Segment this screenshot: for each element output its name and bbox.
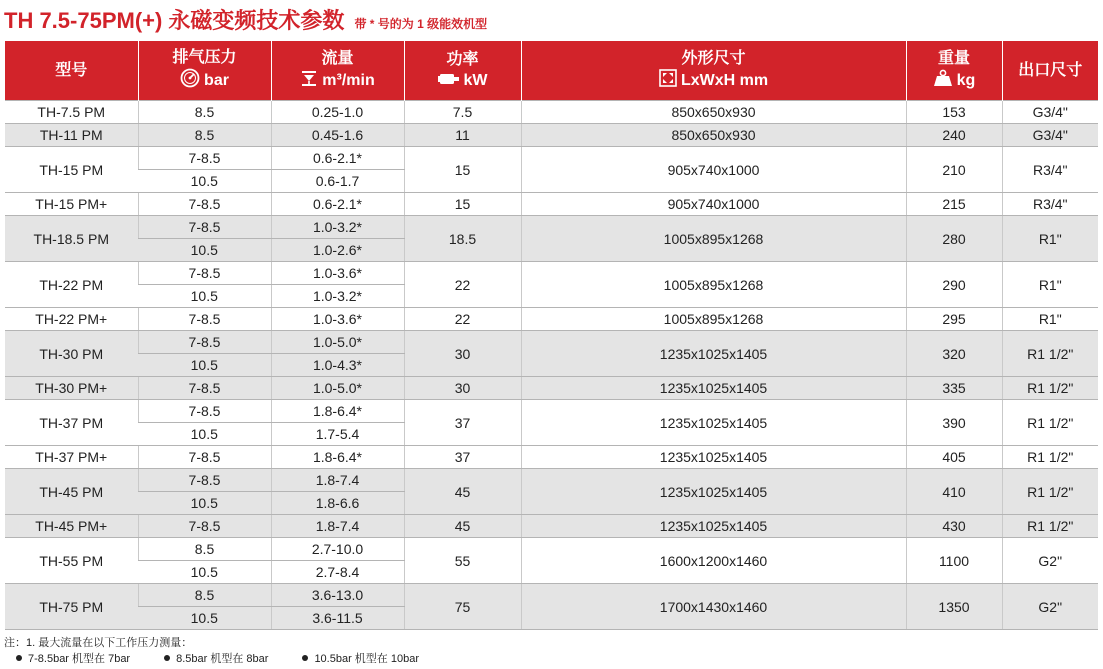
cell-pressure: 7-8.5 xyxy=(138,147,271,170)
cell-flow: 1.0-3.2* xyxy=(271,216,404,239)
cell-outlet: G2" xyxy=(1002,538,1098,584)
cell-dims: 1005x895x1268 xyxy=(521,216,906,262)
cell-dims: 1235x1025x1405 xyxy=(521,400,906,446)
cell-flow: 1.8-6.6 xyxy=(271,492,404,515)
cell-power: 30 xyxy=(404,331,521,377)
page-subtitle: 带 * 号的为 1 级能效机型 xyxy=(354,17,488,31)
table-header-row xyxy=(5,41,1098,101)
cell-weight: 405 xyxy=(906,446,1002,469)
cell-pressure: 10.5 xyxy=(138,607,271,630)
table-row xyxy=(5,101,1098,124)
cell-pressure: 7-8.5 xyxy=(138,515,271,538)
cell-dims: 1235x1025x1405 xyxy=(521,331,906,377)
cell-flow: 1.0-2.6* xyxy=(271,239,404,262)
header-outlet-label: 出口尺寸 xyxy=(1018,62,1083,79)
cell-outlet: R1 1/2" xyxy=(1002,377,1098,400)
cell-pressure: 7-8.5 xyxy=(138,262,271,285)
cell-power: 22 xyxy=(404,262,521,308)
table-row xyxy=(5,400,1098,423)
cell-power: 75 xyxy=(404,584,521,630)
header-model-label: 型号 xyxy=(55,62,88,79)
cell-flow: 1.0-5.0* xyxy=(271,377,404,400)
cell-model: TH-37 PM+ xyxy=(5,446,138,469)
header-pressure-label: 排气压力 xyxy=(172,49,237,66)
header-flow-label: 流量 xyxy=(321,50,354,67)
cell-weight: 410 xyxy=(906,469,1002,515)
cell-power: 18.5 xyxy=(404,216,521,262)
header-flow-unit: m³/min xyxy=(322,72,375,90)
cell-model: TH-75 PM xyxy=(5,584,138,630)
header-power xyxy=(404,41,521,101)
cell-weight: 320 xyxy=(906,331,1002,377)
cell-pressure: 10.5 xyxy=(138,354,271,377)
cell-weight: 295 xyxy=(906,308,1002,331)
cell-weight: 215 xyxy=(906,193,1002,216)
cell-power: 15 xyxy=(404,147,521,193)
table-row xyxy=(5,584,1098,607)
cell-model: TH-22 PM+ xyxy=(5,308,138,331)
cell-power: 55 xyxy=(404,538,521,584)
cell-dims: 850x650x930 xyxy=(521,124,906,147)
cell-outlet: R1 1/2" xyxy=(1002,515,1098,538)
header-flow xyxy=(271,41,404,101)
cell-dims: 850x650x930 xyxy=(521,101,906,124)
note-item xyxy=(164,651,268,667)
cell-model: TH-45 PM xyxy=(5,469,138,515)
cell-model: TH-30 PM xyxy=(5,331,138,377)
cell-flow: 0.6-2.1* xyxy=(271,147,404,170)
cell-weight: 153 xyxy=(906,101,1002,124)
table-row xyxy=(5,147,1098,170)
header-power-unit: kW xyxy=(463,72,488,90)
cell-flow: 1.8-6.4* xyxy=(271,400,404,423)
header-power-label: 功率 xyxy=(446,51,479,69)
header-weight xyxy=(906,41,1002,101)
cell-pressure: 7-8.5 xyxy=(138,400,271,423)
cell-outlet: R1" xyxy=(1002,308,1098,331)
cell-power: 37 xyxy=(404,400,521,446)
cell-weight: 335 xyxy=(906,377,1002,400)
cell-flow: 1.8-7.4 xyxy=(271,515,404,538)
cell-model: TH-45 PM+ xyxy=(5,515,138,538)
table-row xyxy=(5,124,1098,147)
cell-flow: 1.0-3.6* xyxy=(271,262,404,285)
cell-pressure: 8.5 xyxy=(138,124,271,147)
cell-flow: 2.7-8.4 xyxy=(271,561,404,584)
cell-model: TH-11 PM xyxy=(5,124,138,147)
table-row xyxy=(5,331,1098,354)
cell-pressure: 7-8.5 xyxy=(138,193,271,216)
cell-outlet: G3/4" xyxy=(1002,101,1098,124)
cell-flow: 2.7-10.0 xyxy=(271,538,404,561)
header-dims-unit: LxWxH mm xyxy=(680,72,769,90)
cell-flow: 3.6-13.0 xyxy=(271,584,404,607)
header-weight-label: 重量 xyxy=(937,50,970,67)
cell-weight: 280 xyxy=(906,216,1002,262)
cell-model: TH-18.5 PM xyxy=(5,216,138,262)
spec-table xyxy=(5,41,1098,630)
cell-flow: 1.0-3.2* xyxy=(271,285,404,308)
dimensions-icon xyxy=(659,69,677,93)
table-row xyxy=(5,538,1098,561)
cell-pressure: 7-8.5 xyxy=(138,377,271,400)
cell-power: 11 xyxy=(404,124,521,147)
cell-flow: 1.7-5.4 xyxy=(271,423,404,446)
cell-flow: 1.0-3.6* xyxy=(271,308,404,331)
cell-outlet: R3/4" xyxy=(1002,193,1098,216)
header-pressure xyxy=(138,41,271,101)
table-row xyxy=(5,262,1098,285)
cell-pressure: 10.5 xyxy=(138,170,271,193)
cell-flow: 3.6-11.5 xyxy=(271,607,404,630)
table-row xyxy=(5,216,1098,239)
cell-outlet: G2" xyxy=(1002,584,1098,630)
cell-dims: 1700x1430x1460 xyxy=(521,584,906,630)
cell-weight: 290 xyxy=(906,262,1002,308)
page-title-bar xyxy=(4,4,487,36)
cell-pressure: 10.5 xyxy=(138,423,271,446)
cell-flow: 0.45-1.6 xyxy=(271,124,404,147)
cell-model: TH-7.5 PM xyxy=(5,101,138,124)
cell-pressure: 10.5 xyxy=(138,285,271,308)
cell-weight: 1350 xyxy=(906,584,1002,630)
flow-meter-icon xyxy=(300,69,318,93)
cell-pressure: 7-8.5 xyxy=(138,308,271,331)
table-row xyxy=(5,515,1098,538)
cell-outlet: R1 1/2" xyxy=(1002,469,1098,515)
note-item xyxy=(302,651,419,667)
cell-model: TH-15 PM xyxy=(5,147,138,193)
header-dims xyxy=(521,41,906,101)
cell-power: 15 xyxy=(404,193,521,216)
cell-dims: 905x740x1000 xyxy=(521,193,906,216)
cell-pressure: 8.5 xyxy=(138,101,271,124)
cell-power: 37 xyxy=(404,446,521,469)
cell-pressure: 7-8.5 xyxy=(138,216,271,239)
note-line: 注：1. 最大流量在以下工作压力测量： xyxy=(4,637,193,649)
cell-weight: 430 xyxy=(906,515,1002,538)
cell-flow: 0.25-1.0 xyxy=(271,101,404,124)
cell-dims: 1235x1025x1405 xyxy=(521,446,906,469)
notes xyxy=(4,635,453,667)
cell-model: TH-15 PM+ xyxy=(5,193,138,216)
pressure-gauge-icon xyxy=(180,68,200,94)
page-title: TH 7.5-75PM(+) 永磁变频技术参数 xyxy=(4,8,345,33)
cell-model: TH-22 PM xyxy=(5,262,138,308)
cell-model: TH-37 PM xyxy=(5,400,138,446)
weight-icon xyxy=(933,69,953,93)
note-item xyxy=(16,651,130,667)
cell-outlet: R1 1/2" xyxy=(1002,446,1098,469)
bullet-icon xyxy=(16,655,22,661)
cell-model: TH-55 PM xyxy=(5,538,138,584)
cell-outlet: G3/4" xyxy=(1002,124,1098,147)
note-item-text: 7-8.5bar 机型在 7bar xyxy=(28,653,131,665)
cell-outlet: R1" xyxy=(1002,262,1098,308)
cell-power: 7.5 xyxy=(404,101,521,124)
cell-pressure: 10.5 xyxy=(138,239,271,262)
cell-flow: 1.8-7.4 xyxy=(271,469,404,492)
cell-power: 22 xyxy=(404,308,521,331)
cell-dims: 1600x1200x1460 xyxy=(521,538,906,584)
cell-power: 45 xyxy=(404,469,521,515)
cell-flow: 0.6-1.7 xyxy=(271,170,404,193)
cell-weight: 390 xyxy=(906,400,1002,446)
cell-pressure: 10.5 xyxy=(138,561,271,584)
cell-weight: 240 xyxy=(906,124,1002,147)
table-row xyxy=(5,377,1098,400)
cell-dims: 1235x1025x1405 xyxy=(521,377,906,400)
motor-icon xyxy=(438,71,460,92)
cell-power: 45 xyxy=(404,515,521,538)
table-row xyxy=(5,193,1098,216)
cell-weight: 1100 xyxy=(906,538,1002,584)
header-pressure-unit: bar xyxy=(204,72,229,90)
header-dims-label: 外形尺寸 xyxy=(681,50,746,67)
header-weight-unit: kg xyxy=(956,72,976,90)
cell-pressure: 8.5 xyxy=(138,584,271,607)
cell-outlet: R1 1/2" xyxy=(1002,400,1098,446)
cell-dims: 1005x895x1268 xyxy=(521,262,906,308)
cell-pressure: 7-8.5 xyxy=(138,446,271,469)
cell-flow: 0.6-2.1* xyxy=(271,193,404,216)
cell-flow: 1.8-6.4* xyxy=(271,446,404,469)
bullet-icon xyxy=(302,655,308,661)
cell-dims: 1235x1025x1405 xyxy=(521,469,906,515)
header-outlet xyxy=(1002,41,1098,101)
bullet-icon xyxy=(164,655,170,661)
spec-table-body xyxy=(5,101,1098,630)
cell-weight: 210 xyxy=(906,147,1002,193)
cell-dims: 905x740x1000 xyxy=(521,147,906,193)
cell-pressure: 7-8.5 xyxy=(138,469,271,492)
header-model xyxy=(5,41,138,101)
table-row xyxy=(5,308,1098,331)
cell-dims: 1235x1025x1405 xyxy=(521,515,906,538)
cell-pressure: 7-8.5 xyxy=(138,331,271,354)
cell-outlet: R1" xyxy=(1002,216,1098,262)
table-row xyxy=(5,469,1098,492)
cell-dims: 1005x895x1268 xyxy=(521,308,906,331)
cell-pressure: 10.5 xyxy=(138,492,271,515)
cell-outlet: R3/4" xyxy=(1002,147,1098,193)
note-item-text: 8.5bar 机型在 8bar xyxy=(176,653,269,665)
note-items xyxy=(16,651,453,667)
cell-outlet: R1 1/2" xyxy=(1002,331,1098,377)
note-item-text: 10.5bar 机型在 10bar xyxy=(314,653,419,665)
cell-power: 30 xyxy=(404,377,521,400)
cell-model: TH-30 PM+ xyxy=(5,377,138,400)
cell-pressure: 8.5 xyxy=(138,538,271,561)
cell-flow: 1.0-5.0* xyxy=(271,331,404,354)
table-row xyxy=(5,446,1098,469)
cell-flow: 1.0-4.3* xyxy=(271,354,404,377)
